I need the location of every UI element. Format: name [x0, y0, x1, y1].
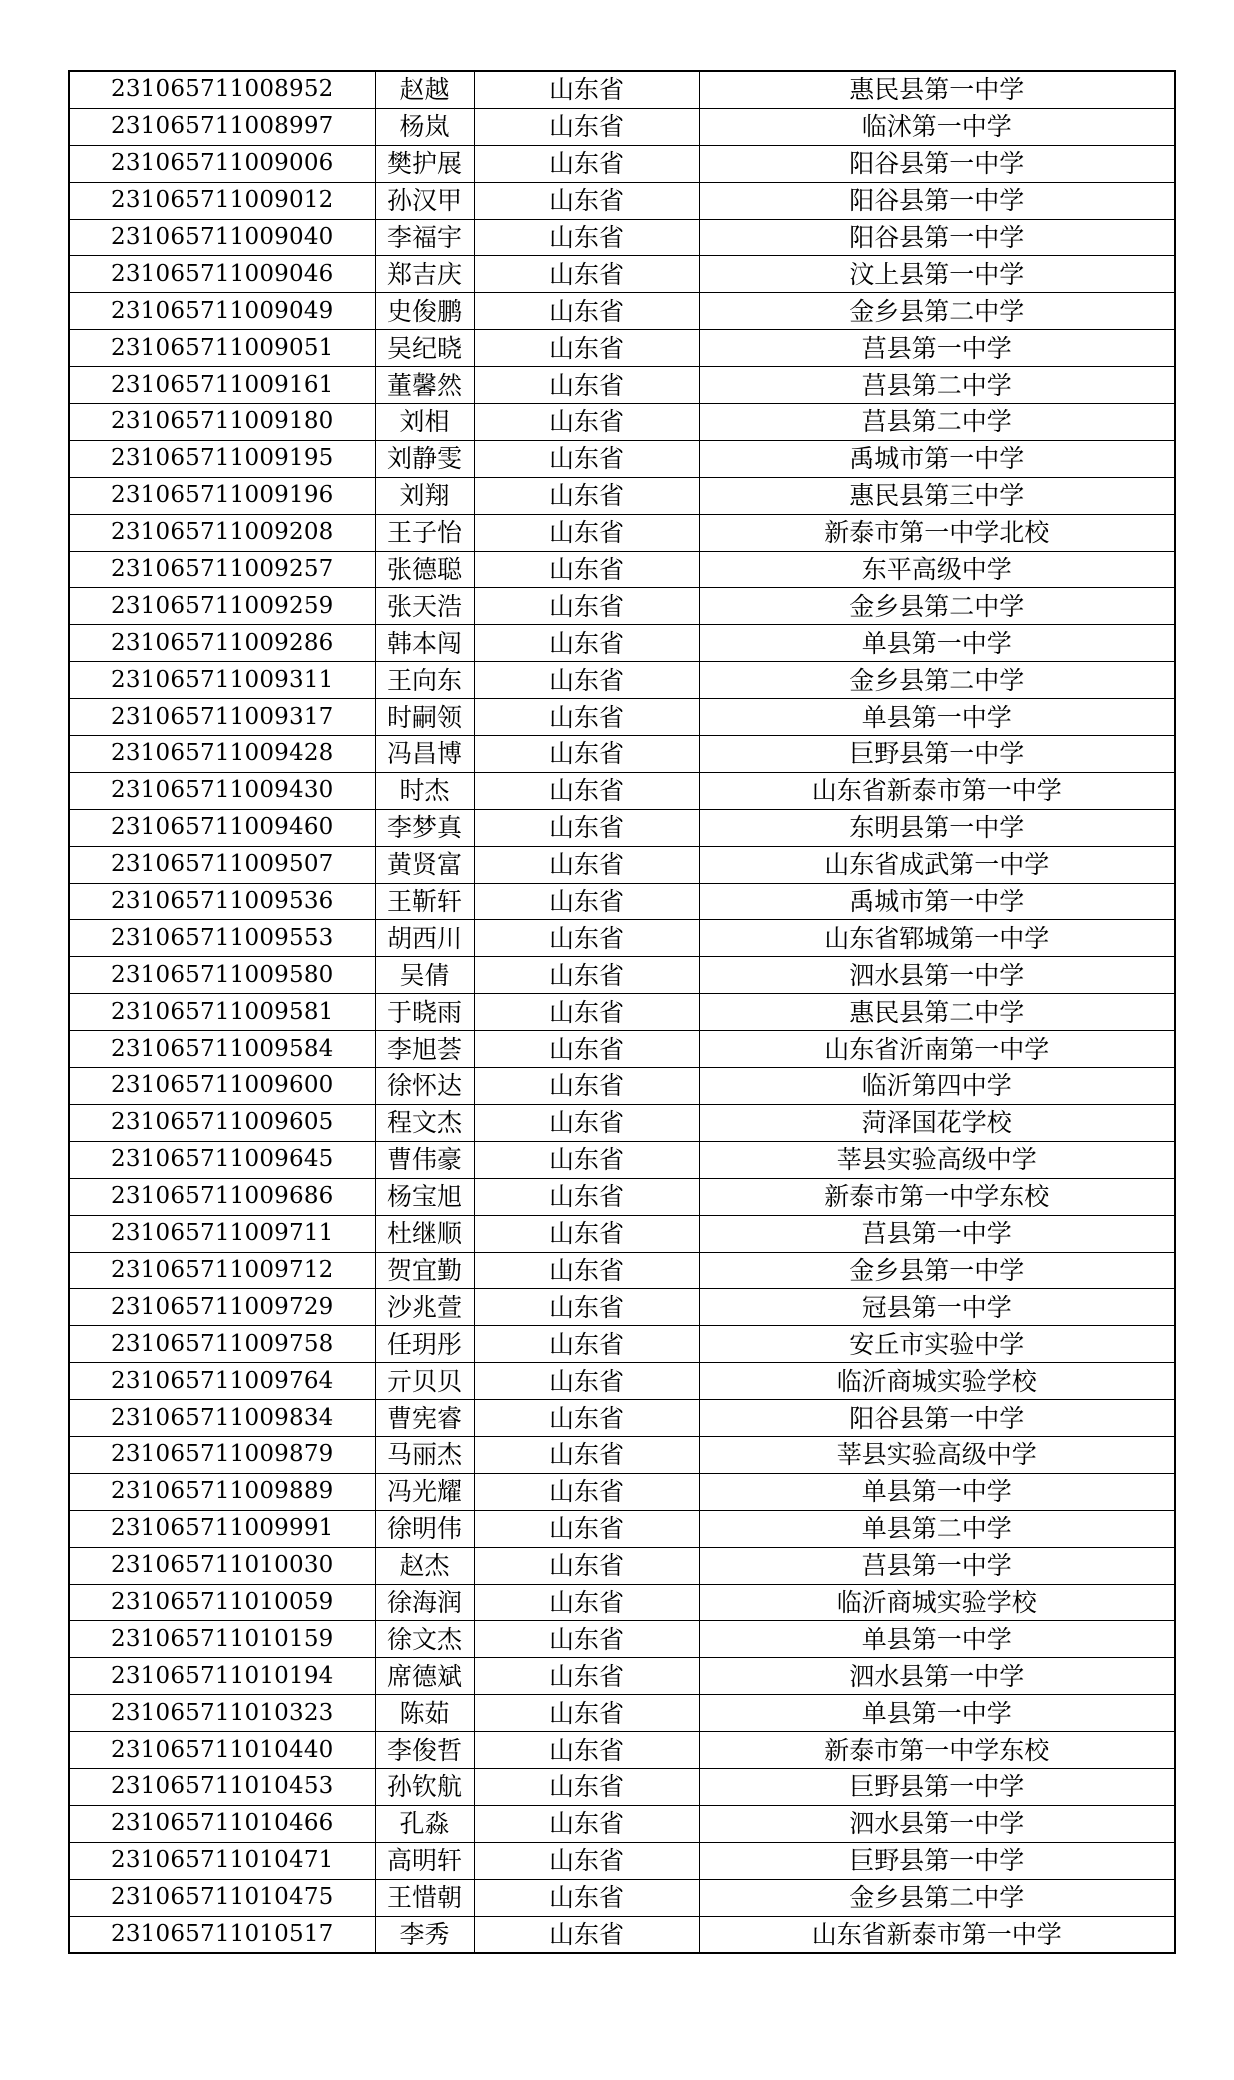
province-cell: 山东省 [474, 182, 699, 219]
student-name-cell: 李福宇 [375, 219, 474, 256]
table-row [69, 1621, 1175, 1658]
table-row [69, 367, 1175, 404]
province-cell: 山东省 [474, 367, 699, 404]
table-row [69, 1879, 1175, 1916]
school-cell: 单县第一中学 [699, 625, 1175, 662]
exam-id-cell: 231065711009311 [69, 662, 375, 699]
school-cell: 菏泽国花学校 [699, 1104, 1175, 1141]
table-row [69, 1695, 1175, 1732]
student-name-cell: 黄贤富 [375, 846, 474, 883]
exam-id-cell: 231065711009600 [69, 1068, 375, 1105]
school-cell: 金乡县第二中学 [699, 293, 1175, 330]
school-cell: 莘县实验高级中学 [699, 1436, 1175, 1473]
school-cell: 临沂第四中学 [699, 1068, 1175, 1105]
exam-id-cell: 231065711010159 [69, 1621, 375, 1658]
student-name-cell: 王子怡 [375, 514, 474, 551]
exam-id-cell: 231065711009051 [69, 330, 375, 367]
school-cell: 禹城市第一中学 [699, 883, 1175, 920]
school-cell: 山东省成武第一中学 [699, 846, 1175, 883]
exam-id-cell: 231065711010194 [69, 1658, 375, 1695]
student-name-cell: 陈茹 [375, 1695, 474, 1732]
exam-id-cell: 231065711009196 [69, 477, 375, 514]
province-cell: 山东省 [474, 1547, 699, 1584]
school-cell: 单县第一中学 [699, 699, 1175, 736]
province-cell: 山东省 [474, 809, 699, 846]
school-cell: 巨野县第一中学 [699, 1768, 1175, 1805]
exam-id-cell: 231065711009711 [69, 1215, 375, 1252]
exam-id-cell: 231065711010517 [69, 1916, 375, 1953]
province-cell: 山东省 [474, 1363, 699, 1400]
table-row [69, 477, 1175, 514]
province-cell: 山东省 [474, 1695, 699, 1732]
school-cell: 冠县第一中学 [699, 1289, 1175, 1326]
school-cell: 安丘市实验中学 [699, 1326, 1175, 1363]
province-cell: 山东省 [474, 1436, 699, 1473]
table-row [69, 1547, 1175, 1584]
province-cell: 山东省 [474, 219, 699, 256]
table-row [69, 256, 1175, 293]
table-row [69, 1326, 1175, 1363]
student-name-cell: 徐文杰 [375, 1621, 474, 1658]
exam-id-cell: 231065711009536 [69, 883, 375, 920]
table-row [69, 71, 1175, 108]
exam-id-cell: 231065711009257 [69, 551, 375, 588]
table-row [69, 1658, 1175, 1695]
province-cell: 山东省 [474, 1879, 699, 1916]
student-name-cell: 胡西川 [375, 920, 474, 957]
table-row [69, 920, 1175, 957]
exam-id-cell: 231065711009012 [69, 182, 375, 219]
province-cell: 山东省 [474, 772, 699, 809]
exam-id-cell: 231065711009286 [69, 625, 375, 662]
province-cell: 山东省 [474, 883, 699, 920]
table-row [69, 699, 1175, 736]
table-row [69, 1510, 1175, 1547]
school-cell: 东明县第一中学 [699, 809, 1175, 846]
table-row [69, 404, 1175, 441]
table-row [69, 1252, 1175, 1289]
table-row [69, 736, 1175, 773]
school-cell: 山东省郓城第一中学 [699, 920, 1175, 957]
table-row [69, 330, 1175, 367]
province-cell: 山东省 [474, 404, 699, 441]
exam-id-cell: 231065711010059 [69, 1584, 375, 1621]
student-name-cell: 董馨然 [375, 367, 474, 404]
exam-id-cell: 231065711009040 [69, 219, 375, 256]
province-cell: 山东省 [474, 1473, 699, 1510]
student-name-cell: 赵越 [375, 71, 474, 108]
student-name-cell: 张德聪 [375, 551, 474, 588]
school-cell: 金乡县第二中学 [699, 1879, 1175, 1916]
school-cell: 金乡县第二中学 [699, 588, 1175, 625]
school-cell: 汶上县第一中学 [699, 256, 1175, 293]
table-row [69, 1104, 1175, 1141]
student-name-cell: 冯光耀 [375, 1473, 474, 1510]
student-name-cell: 史俊鹏 [375, 293, 474, 330]
province-cell: 山东省 [474, 1768, 699, 1805]
exam-id-cell: 231065711009428 [69, 736, 375, 773]
table-row [69, 1473, 1175, 1510]
province-cell: 山东省 [474, 1732, 699, 1769]
exam-id-cell: 231065711009553 [69, 920, 375, 957]
exam-id-cell: 231065711009049 [69, 293, 375, 330]
student-name-cell: 吴纪晓 [375, 330, 474, 367]
exam-id-cell: 231065711009430 [69, 772, 375, 809]
school-cell: 单县第一中学 [699, 1621, 1175, 1658]
school-cell: 禹城市第一中学 [699, 440, 1175, 477]
province-cell: 山东省 [474, 330, 699, 367]
exam-id-cell: 231065711009507 [69, 846, 375, 883]
student-name-cell: 程文杰 [375, 1104, 474, 1141]
province-cell: 山东省 [474, 920, 699, 957]
province-cell: 山东省 [474, 145, 699, 182]
school-cell: 巨野县第一中学 [699, 736, 1175, 773]
student-name-cell: 孔淼 [375, 1805, 474, 1842]
student-name-cell: 赵杰 [375, 1547, 474, 1584]
student-name-cell: 亓贝贝 [375, 1363, 474, 1400]
province-cell: 山东省 [474, 699, 699, 736]
exam-id-cell: 231065711008952 [69, 71, 375, 108]
student-name-cell: 刘相 [375, 404, 474, 441]
province-cell: 山东省 [474, 625, 699, 662]
province-cell: 山东省 [474, 440, 699, 477]
exam-id-cell: 231065711009180 [69, 404, 375, 441]
table-row [69, 772, 1175, 809]
table-row [69, 994, 1175, 1031]
province-cell: 山东省 [474, 846, 699, 883]
exam-id-cell: 231065711010453 [69, 1768, 375, 1805]
table-row [69, 1031, 1175, 1068]
exam-id-cell: 231065711009879 [69, 1436, 375, 1473]
student-name-cell: 张天浩 [375, 588, 474, 625]
province-cell: 山东省 [474, 1584, 699, 1621]
table-row [69, 957, 1175, 994]
school-cell: 阳谷县第一中学 [699, 219, 1175, 256]
table-row [69, 1436, 1175, 1473]
school-cell: 新泰市第一中学北校 [699, 514, 1175, 551]
table-row [69, 1141, 1175, 1178]
student-name-cell: 李旭荟 [375, 1031, 474, 1068]
student-name-cell: 徐明伟 [375, 1510, 474, 1547]
table-row [69, 145, 1175, 182]
table-row [69, 182, 1175, 219]
exam-id-cell: 231065711009764 [69, 1363, 375, 1400]
table-row [69, 514, 1175, 551]
province-cell: 山东省 [474, 1068, 699, 1105]
student-name-cell: 冯昌博 [375, 736, 474, 773]
table-row [69, 1805, 1175, 1842]
student-name-cell: 时嗣领 [375, 699, 474, 736]
student-name-cell: 曹宪睿 [375, 1400, 474, 1437]
table-row [69, 1916, 1175, 1953]
table-row [69, 1732, 1175, 1769]
exam-id-cell: 231065711008997 [69, 108, 375, 145]
school-cell: 金乡县第二中学 [699, 662, 1175, 699]
roster-body [69, 71, 1175, 1953]
student-name-cell: 席德斌 [375, 1658, 474, 1695]
student-name-cell: 王向东 [375, 662, 474, 699]
school-cell: 巨野县第一中学 [699, 1842, 1175, 1879]
school-cell: 莘县实验高级中学 [699, 1141, 1175, 1178]
student-name-cell: 李俊哲 [375, 1732, 474, 1769]
exam-id-cell: 231065711009834 [69, 1400, 375, 1437]
student-name-cell: 刘静雯 [375, 440, 474, 477]
school-cell: 山东省沂南第一中学 [699, 1031, 1175, 1068]
exam-id-cell: 231065711009605 [69, 1104, 375, 1141]
table-row [69, 662, 1175, 699]
province-cell: 山东省 [474, 551, 699, 588]
province-cell: 山东省 [474, 1252, 699, 1289]
student-name-cell: 杨岚 [375, 108, 474, 145]
student-name-cell: 时杰 [375, 772, 474, 809]
table-row [69, 588, 1175, 625]
school-cell: 东平高级中学 [699, 551, 1175, 588]
school-cell: 新泰市第一中学东校 [699, 1732, 1175, 1769]
school-cell: 新泰市第一中学东校 [699, 1178, 1175, 1215]
table-row [69, 625, 1175, 662]
exam-id-cell: 231065711009208 [69, 514, 375, 551]
student-name-cell: 沙兆萱 [375, 1289, 474, 1326]
exam-id-cell: 231065711009889 [69, 1473, 375, 1510]
exam-id-cell: 231065711009758 [69, 1326, 375, 1363]
province-cell: 山东省 [474, 1916, 699, 1953]
exam-id-cell: 231065711009317 [69, 699, 375, 736]
school-cell: 山东省新泰市第一中学 [699, 1916, 1175, 1953]
student-name-cell: 郑吉庆 [375, 256, 474, 293]
province-cell: 山东省 [474, 662, 699, 699]
exam-id-cell: 231065711009006 [69, 145, 375, 182]
school-cell: 金乡县第一中学 [699, 1252, 1175, 1289]
student-name-cell: 曹伟豪 [375, 1141, 474, 1178]
table-row [69, 440, 1175, 477]
student-name-cell: 孙汉甲 [375, 182, 474, 219]
exam-id-cell: 231065711009259 [69, 588, 375, 625]
student-name-cell: 徐怀达 [375, 1068, 474, 1105]
province-cell: 山东省 [474, 71, 699, 108]
province-cell: 山东省 [474, 1104, 699, 1141]
school-cell: 泗水县第一中学 [699, 1658, 1175, 1695]
school-cell: 单县第二中学 [699, 1510, 1175, 1547]
province-cell: 山东省 [474, 1031, 699, 1068]
school-cell: 临沂商城实验学校 [699, 1584, 1175, 1621]
student-name-cell: 樊护展 [375, 145, 474, 182]
table-row [69, 551, 1175, 588]
student-name-cell: 于晓雨 [375, 994, 474, 1031]
province-cell: 山东省 [474, 293, 699, 330]
province-cell: 山东省 [474, 1842, 699, 1879]
table-row [69, 293, 1175, 330]
province-cell: 山东省 [474, 1141, 699, 1178]
province-cell: 山东省 [474, 957, 699, 994]
table-row [69, 1289, 1175, 1326]
student-name-cell: 韩本闯 [375, 625, 474, 662]
province-cell: 山东省 [474, 588, 699, 625]
province-cell: 山东省 [474, 256, 699, 293]
table-row [69, 846, 1175, 883]
exam-id-cell: 231065711009645 [69, 1141, 375, 1178]
student-name-cell: 杨宝旭 [375, 1178, 474, 1215]
province-cell: 山东省 [474, 1326, 699, 1363]
student-name-cell: 任玥彤 [375, 1326, 474, 1363]
exam-id-cell: 231065711009584 [69, 1031, 375, 1068]
table-row [69, 1215, 1175, 1252]
school-cell: 莒县第一中学 [699, 330, 1175, 367]
school-cell: 泗水县第一中学 [699, 1805, 1175, 1842]
student-name-cell: 徐海润 [375, 1584, 474, 1621]
exam-id-cell: 231065711009161 [69, 367, 375, 404]
province-cell: 山东省 [474, 1658, 699, 1695]
exam-id-cell: 231065711010323 [69, 1695, 375, 1732]
table-row [69, 1584, 1175, 1621]
table-row [69, 809, 1175, 846]
province-cell: 山东省 [474, 1400, 699, 1437]
exam-id-cell: 231065711009729 [69, 1289, 375, 1326]
exam-id-cell: 231065711009580 [69, 957, 375, 994]
province-cell: 山东省 [474, 1805, 699, 1842]
school-cell: 阳谷县第一中学 [699, 1400, 1175, 1437]
province-cell: 山东省 [474, 994, 699, 1031]
school-cell: 泗水县第一中学 [699, 957, 1175, 994]
student-name-cell: 贺宜勤 [375, 1252, 474, 1289]
exam-id-cell: 231065711009581 [69, 994, 375, 1031]
province-cell: 山东省 [474, 108, 699, 145]
province-cell: 山东省 [474, 1215, 699, 1252]
table-row [69, 1400, 1175, 1437]
school-cell: 临沂商城实验学校 [699, 1363, 1175, 1400]
roster-table [68, 70, 1176, 1954]
province-cell: 山东省 [474, 1621, 699, 1658]
exam-id-cell: 231065711009046 [69, 256, 375, 293]
exam-id-cell: 231065711010030 [69, 1547, 375, 1584]
student-name-cell: 王靳轩 [375, 883, 474, 920]
school-cell: 惠民县第三中学 [699, 477, 1175, 514]
student-name-cell: 王惜朝 [375, 1879, 474, 1916]
school-cell: 莒县第二中学 [699, 367, 1175, 404]
province-cell: 山东省 [474, 736, 699, 773]
exam-id-cell: 231065711009991 [69, 1510, 375, 1547]
table-row [69, 108, 1175, 145]
student-name-cell: 李秀 [375, 1916, 474, 1953]
table-row [69, 883, 1175, 920]
table-row [69, 1842, 1175, 1879]
school-cell: 惠民县第二中学 [699, 994, 1175, 1031]
table-row [69, 1768, 1175, 1805]
student-name-cell: 马丽杰 [375, 1436, 474, 1473]
school-cell: 临沭第一中学 [699, 108, 1175, 145]
table-row [69, 1068, 1175, 1105]
exam-id-cell: 231065711010471 [69, 1842, 375, 1879]
student-name-cell: 吴倩 [375, 957, 474, 994]
school-cell: 单县第一中学 [699, 1473, 1175, 1510]
table-row [69, 219, 1175, 256]
table-row [69, 1178, 1175, 1215]
student-name-cell: 刘翔 [375, 477, 474, 514]
school-cell: 山东省新泰市第一中学 [699, 772, 1175, 809]
school-cell: 莒县第一中学 [699, 1547, 1175, 1584]
province-cell: 山东省 [474, 1510, 699, 1547]
school-cell: 阳谷县第一中学 [699, 182, 1175, 219]
table-row [69, 1363, 1175, 1400]
exam-id-cell: 231065711010466 [69, 1805, 375, 1842]
province-cell: 山东省 [474, 477, 699, 514]
exam-id-cell: 231065711010440 [69, 1732, 375, 1769]
school-cell: 莒县第二中学 [699, 404, 1175, 441]
student-name-cell: 杜继顺 [375, 1215, 474, 1252]
exam-id-cell: 231065711009712 [69, 1252, 375, 1289]
exam-id-cell: 231065711009686 [69, 1178, 375, 1215]
province-cell: 山东省 [474, 514, 699, 551]
student-name-cell: 孙钦航 [375, 1768, 474, 1805]
exam-id-cell: 231065711009460 [69, 809, 375, 846]
school-cell: 莒县第一中学 [699, 1215, 1175, 1252]
school-cell: 阳谷县第一中学 [699, 145, 1175, 182]
exam-id-cell: 231065711010475 [69, 1879, 375, 1916]
school-cell: 惠民县第一中学 [699, 71, 1175, 108]
province-cell: 山东省 [474, 1178, 699, 1215]
school-cell: 单县第一中学 [699, 1695, 1175, 1732]
student-name-cell: 高明轩 [375, 1842, 474, 1879]
exam-id-cell: 231065711009195 [69, 440, 375, 477]
student-name-cell: 李梦真 [375, 809, 474, 846]
province-cell: 山东省 [474, 1289, 699, 1326]
